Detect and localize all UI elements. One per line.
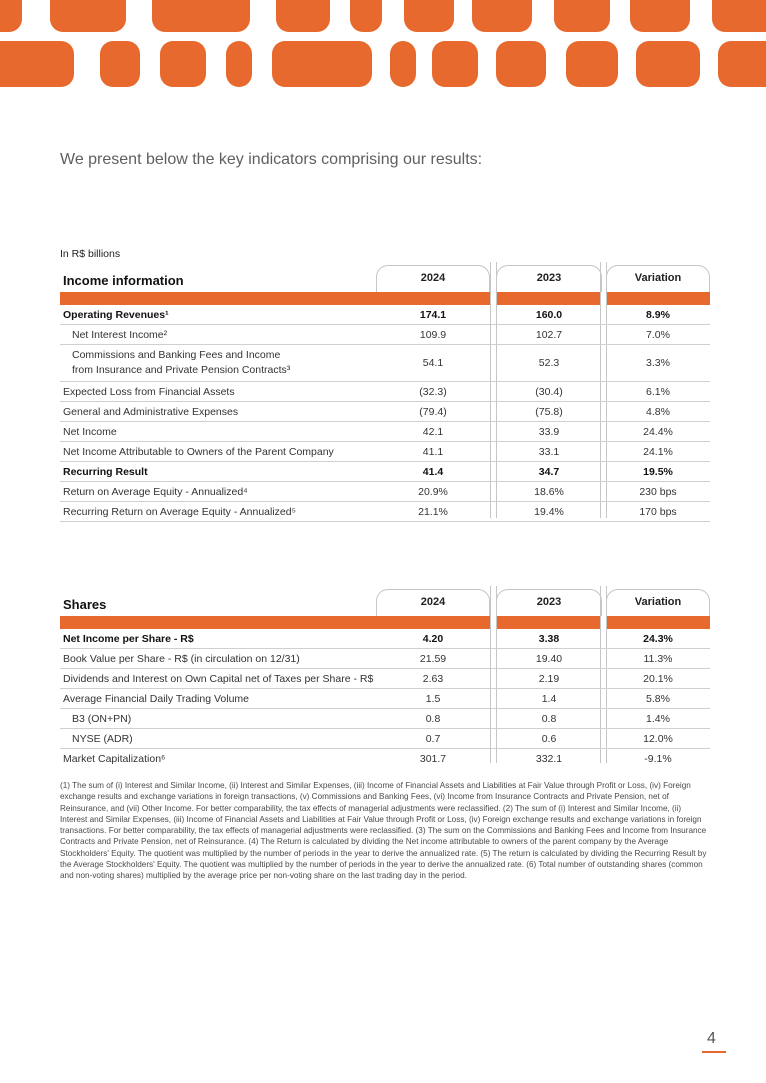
- accent-strip: [60, 292, 710, 305]
- value-variation: 24.3%: [643, 632, 673, 645]
- value-variation: 7.0%: [646, 328, 670, 341]
- value-2024: 1.5: [425, 692, 441, 705]
- page-number-underline: [702, 1051, 726, 1053]
- table-row: [60, 345, 710, 382]
- table-row: [60, 305, 710, 325]
- table-row: [60, 442, 710, 462]
- value-2024: 54.1: [422, 357, 444, 369]
- table-row: [60, 482, 710, 502]
- value-2023: 34.7: [538, 465, 560, 478]
- shares-table-title: Shares: [63, 597, 107, 612]
- row-label: Net Income: [63, 425, 117, 438]
- value-2023: 102.7: [535, 328, 563, 341]
- value-2024: 2.63: [422, 672, 444, 685]
- row-label: Recurring Return on Average Equity - Annualized⁵: [63, 505, 296, 518]
- value-variation: 4.8%: [646, 405, 670, 418]
- income-table-title: Income information: [63, 273, 184, 288]
- value-2023: 0.6: [541, 732, 557, 745]
- value-variation: 20.1%: [643, 672, 673, 685]
- row-label: B3 (ON+PN): [72, 712, 132, 725]
- value-variation: 1.4%: [646, 712, 670, 725]
- value-variation: 19.5%: [643, 465, 673, 478]
- shares-rows: [60, 629, 710, 768]
- value-variation: 5.8%: [646, 692, 670, 705]
- row-label: NYSE (ADR): [72, 732, 133, 745]
- col-2023-header: 2023: [496, 265, 602, 305]
- header-pattern: [0, 0, 766, 95]
- value-variation: 170 bps: [639, 505, 677, 518]
- table-row: [60, 422, 710, 442]
- value-2023: 33.1: [538, 445, 560, 458]
- row-label: [72, 345, 290, 381]
- value-2023: 2.19: [538, 672, 560, 685]
- value-2023: 19.40: [535, 652, 563, 665]
- value-2024: 174.1: [419, 308, 447, 321]
- page-number: 4: [707, 1030, 716, 1047]
- value-2023: (75.8): [535, 405, 563, 418]
- intro-text: We present below the key indicators comprising our results:: [60, 151, 483, 168]
- row-label: Net Income Attributable to Owners of the Parent Company: [63, 445, 334, 458]
- value-2024: 0.8: [425, 712, 441, 725]
- row-label-line-2: from Insurance and Private Pension Contracts³: [72, 364, 291, 376]
- value-2023: 1.4: [541, 692, 557, 705]
- value-variation: 6.1%: [646, 385, 670, 398]
- value-2024: 301.7: [419, 752, 447, 765]
- table-row: [60, 325, 710, 345]
- row-label: Book Value per Share - R$ (in circulation on 12/31): [63, 652, 300, 665]
- table-row: [60, 462, 710, 482]
- value-2023: 0.8: [541, 712, 557, 725]
- value-2024: (32.3): [419, 385, 447, 398]
- col-2024-header: 2024: [376, 589, 490, 629]
- row-label: General and Administrative Expenses: [63, 405, 239, 418]
- table-row: [60, 749, 710, 768]
- row-label: Expected Loss from Financial Assets: [63, 385, 235, 398]
- value-2024: 21.59: [419, 652, 447, 665]
- income-table: [60, 262, 710, 518]
- value-2023: 19.4%: [534, 505, 564, 518]
- value-2024: 21.1%: [418, 505, 448, 518]
- value-variation: 3.3%: [646, 357, 670, 369]
- col-2024-header: 2024: [376, 265, 490, 305]
- value-variation: 24.4%: [643, 425, 673, 438]
- value-variation: -9.1%: [644, 752, 672, 765]
- col-variation-header: Variation: [606, 589, 710, 629]
- unit-note: In R$ billions: [60, 248, 121, 260]
- value-2023: 33.9: [538, 425, 560, 438]
- value-variation: 8.9%: [646, 308, 670, 321]
- value-2024: 42.1: [422, 425, 444, 438]
- value-2024: 41.4: [422, 465, 444, 478]
- value-2023: 332.1: [535, 752, 563, 765]
- row-label: Market Capitalization⁶: [63, 752, 166, 765]
- col-2023-header: 2023: [496, 589, 602, 629]
- value-2024: 41.1: [422, 445, 444, 458]
- table-row: [60, 629, 710, 649]
- value-2023: 52.3: [538, 357, 560, 369]
- value-variation: 11.3%: [643, 652, 673, 665]
- row-label: Operating Revenues¹: [63, 308, 169, 321]
- table-row: [60, 709, 710, 729]
- table-row: [60, 502, 710, 522]
- value-2024: 0.7: [425, 732, 441, 745]
- value-variation: 24.1%: [643, 445, 673, 458]
- row-label: Net Income per Share - R$: [63, 632, 194, 645]
- table-row: [60, 402, 710, 422]
- value-2023: 18.6%: [534, 485, 564, 498]
- row-label: Return on Average Equity - Annualized⁴: [63, 485, 248, 498]
- row-label: Net Interest Income²: [72, 328, 168, 341]
- col-variation-header: Variation: [606, 265, 710, 305]
- value-2023: 3.38: [538, 632, 560, 645]
- table-row: [60, 382, 710, 402]
- table-row: [60, 729, 710, 749]
- value-2024: (79.4): [419, 405, 447, 418]
- income-rows: [60, 305, 710, 522]
- accent-strip: [60, 616, 710, 629]
- table-row: [60, 669, 710, 689]
- row-label-line-1: Commissions and Banking Fees and Income: [72, 349, 281, 361]
- value-variation: 12.0%: [643, 732, 673, 745]
- footnotes: (1) The sum of (i) Interest and Similar Income, (ii) Interest and Similar Expenses, (iii) Income of Financial Assets and Liabilities at Fair Value through Profit or Loss, (iv) Foreign exchange results and exchange variations in foreign transactions, (v) Commissions and Banking Fees, (vi) Income from Insurance Contracts and Private Pension, net of Reinsurance, and (vii) Other Income. For better comparability, the tax effects of managerial adjustments were reclassified. (2) The sum of (i) Interest and Similar Income, (ii) Interest and Similar Expenses, (iii) Income of Financial Assets and Liabilities at Fair Value through Profit or Loss, (iv) Foreign exchange results and exchange variations in foreign transactions. For better comparability, the tax effects of managerial adjustments were reclassified. (3) The sum on the Commissions and Banking Fees and Income from Insurance Contracts and Private Pension, net of Reinsurance. (4) The Return is calculated by dividing the Net income attributable to owners of the parent company by the Average Stockholders' Equity. The quotient was multiplied by the number of periods in the year to derive the annualized rate. (5) The return is calculated by dividing the Recurring Result by the Average Stockholders' Equity. The quotient was multiplied by the number of periods in the year to derive the annualized rate. (6) Total number of outstanding shares (common and non-voting shares) multiplied by the average price per non-voting share on the last trading day in the period.: [60, 781, 707, 881]
- table-row: [60, 649, 710, 669]
- value-2023: 160.0: [535, 308, 563, 321]
- row-label: Recurring Result: [63, 465, 148, 478]
- value-variation: 230 bps: [639, 485, 677, 498]
- value-2024: 4.20: [422, 632, 444, 645]
- value-2024: 109.9: [419, 328, 447, 341]
- shares-table: [60, 586, 710, 763]
- table-row: [60, 689, 710, 709]
- value-2024: 20.9%: [418, 485, 448, 498]
- row-label: Dividends and Interest on Own Capital net of Taxes per Share - R$: [63, 672, 374, 685]
- value-2023: (30.4): [535, 385, 563, 398]
- row-label: Average Financial Daily Trading Volume: [63, 692, 249, 705]
